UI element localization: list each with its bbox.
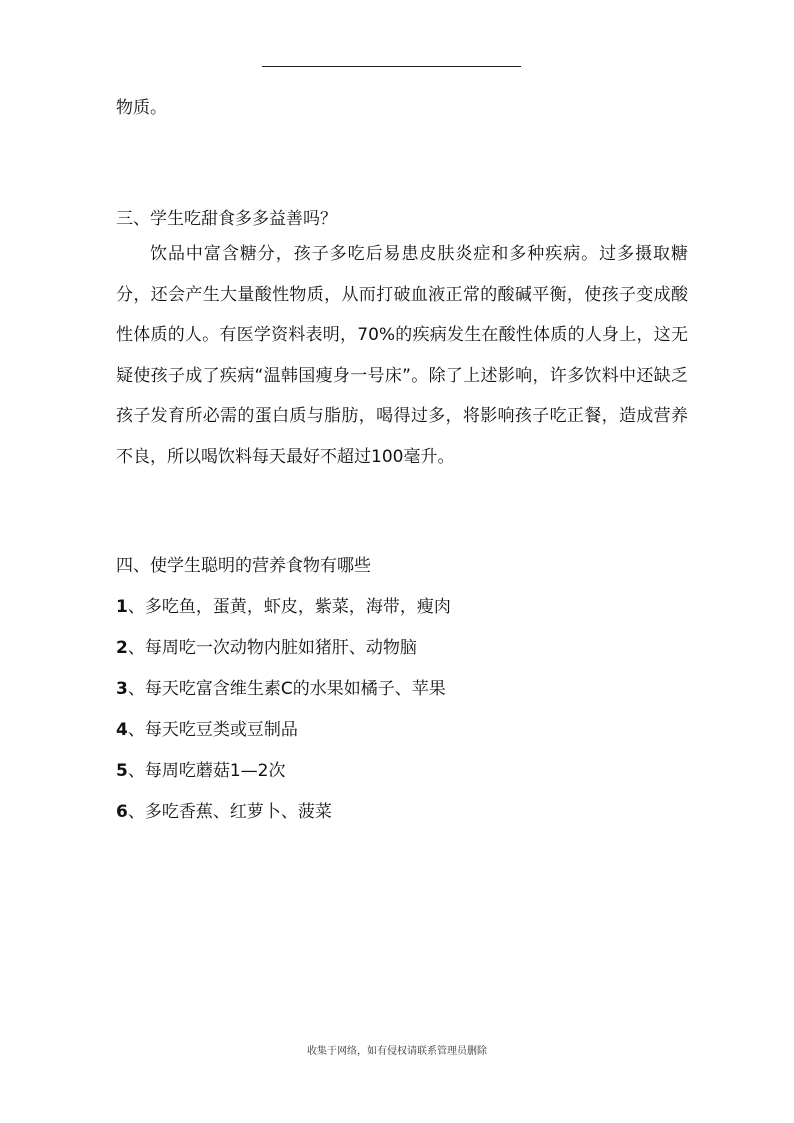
list-item — [116, 679, 688, 699]
list-item-number: 5 — [116, 761, 128, 781]
list-item-text: 、每天吃豆类或豆制品 — [127, 720, 298, 740]
continuation-text: 物质。 — [116, 98, 167, 118]
section-3-paragraph: 饮品中富含糖分，孩子多吃后易患皮肤炎症和多种疾病。过多摄取糖分，还会产生大量酸性物质，从而打破血液正常的酸碱平衡，使孩子变成酸性体质的人。有医学资料表明，70%的疾病发生在酸性体质的人身上，这无疑使孩子成了疾病“温韩国瘦身一号床”。除了上述影响，许多饮料中还缺乏孩子发育所必需的蛋白质与脂肪，喝得过多，将影响孩子吃正餐，造成营养不良，所以喝饮料每天最好不超过100毫升。 — [116, 244, 688, 467]
list-item-text: 、每周吃蘑菇1—2次 — [127, 761, 286, 781]
list-item-number: 1 — [116, 597, 128, 617]
list-item — [116, 638, 688, 658]
list-item — [116, 802, 688, 822]
section-3-body — [116, 234, 688, 477]
list-item-text: 、多吃香蕉、红萝卜、菠菜 — [127, 802, 332, 822]
list-item — [116, 720, 688, 740]
header-rule — [262, 66, 521, 67]
nutrition-food-list — [116, 597, 688, 822]
section-3-heading: 三、学生吃甜食多多益善吗？ — [116, 209, 337, 229]
list-item-number: 4 — [116, 720, 128, 740]
section-4-heading: 四、使学生聪明的营养食物有哪些 — [116, 556, 371, 576]
list-item-text: 、每天吃富含维生素C的水果如橘子、苹果 — [127, 679, 446, 699]
list-item-number: 6 — [116, 802, 128, 822]
list-item — [116, 597, 688, 617]
page-content — [116, 98, 688, 822]
list-item-text: 、每周吃一次动物内脏如猪肝、动物脑 — [127, 638, 417, 658]
footer-note: 收集于网络，如有侵权请联系管理员删除 — [307, 1046, 487, 1057]
list-item-text: 、多吃鱼，蛋黄，虾皮，紫菜，海带，瘦肉 — [127, 597, 451, 617]
list-item-number: 2 — [116, 638, 128, 658]
list-item-number: 3 — [116, 679, 128, 699]
list-item — [116, 761, 688, 781]
